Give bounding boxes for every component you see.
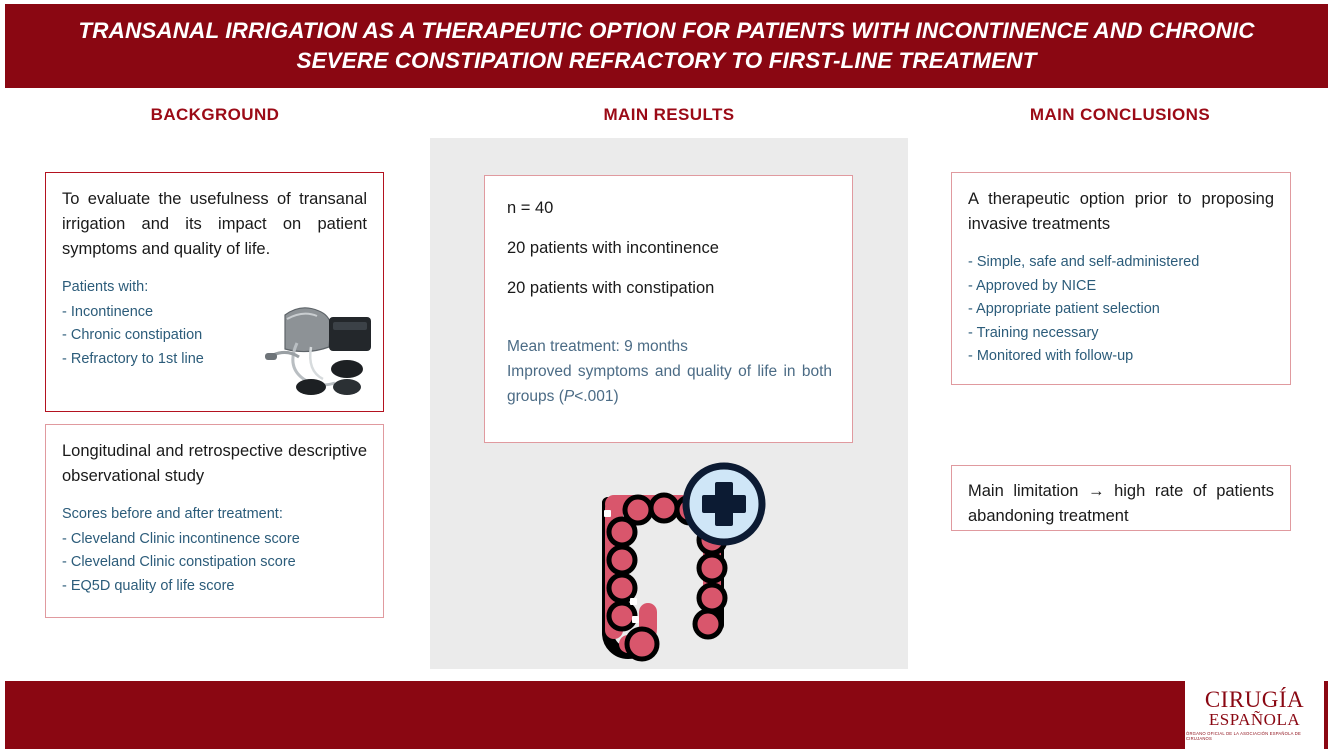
list-item: - Training necessary <box>968 324 1099 341</box>
colon-with-plus-sign-illustration <box>560 448 790 670</box>
journal-logo-subtitle: ÓRGANO OFICIAL DE LA ASOCIACIÓN ESPAÑOLA DE CIRUJANOS <box>1186 731 1301 741</box>
journal-logo-line1: CIRUGÍA <box>1204 687 1305 712</box>
column-heading-background: BACKGROUND <box>150 105 280 124</box>
conclusion-list <box>968 251 1274 369</box>
results-box <box>484 175 853 443</box>
footer-bar <box>5 681 1328 749</box>
spacer <box>507 316 832 334</box>
column-heading-main-conclusions: MAIN CONCLUSIONS <box>1029 105 1211 124</box>
transanal-irrigation-device-photo <box>251 295 377 405</box>
main-conclusion-box <box>951 172 1291 385</box>
score-list-title: Scores before and after treatment: <box>62 506 283 522</box>
list-item: - Cleveland Clinic incontinence score <box>62 530 300 547</box>
conclusion-statement: A therapeutic option prior to proposing invasive treatments <box>968 190 1274 233</box>
list-item: - Simple, safe and self-administered <box>968 254 1200 270</box>
outcome-p-value-symbol: P <box>563 388 575 405</box>
study-design-statement: Longitudinal and retrospective descriptive observational study <box>62 442 367 485</box>
list-item: - Approved by NICE <box>968 277 1097 294</box>
group-constipation: 20 patients with constipation <box>507 279 715 297</box>
study-design-box <box>45 424 384 618</box>
journal-logo-line2: ESPAÑOLA <box>1208 710 1301 729</box>
score-list <box>62 503 367 598</box>
list-item: - Chronic constipation <box>62 327 203 343</box>
poster-title-bar <box>5 4 1328 88</box>
list-item: - Monitored with follow-up <box>968 348 1134 364</box>
outcome-statement <box>507 359 832 409</box>
list-item: - Incontinence <box>62 303 154 320</box>
page-title: TRANSANAL IRRIGATION AS A THERAPEUTIC OPTION FOR PATIENTS WITH INCONTINENCE AND CHRONIC SEVERE CONSTIPATION REFRACTORY TO FIRST-LINE TREATMENT <box>78 18 1255 73</box>
objective-list-title: Patients with: <box>62 279 149 295</box>
limitation-box <box>951 465 1291 531</box>
limitation-statement: Main limitation → high rate of patients abandoning treatment <box>968 482 1274 525</box>
objective-statement: To evaluate the usefulness of transanal irrigation and its impact on patient symptoms and quality of life. <box>62 190 367 258</box>
list-item: - EQ5D quality of life score <box>62 577 235 594</box>
sample-size: n = 40 <box>507 199 554 217</box>
list-item: - Refractory to 1st line <box>62 350 204 367</box>
column-heading-main-results: MAIN RESULTS <box>603 105 735 124</box>
mean-treatment: Mean treatment: 9 months <box>507 338 688 355</box>
journal-logo <box>1185 681 1324 749</box>
group-incontinence: 20 patients with incontinence <box>507 239 719 257</box>
list-item: - Cleveland Clinic constipation score <box>62 554 296 570</box>
outcome-text-part2: <.001) <box>574 388 619 405</box>
outcome-text-part1: Improved symptoms and quality of life in both groups ( <box>507 363 832 405</box>
list-item: - Appropriate patient selection <box>968 301 1160 317</box>
objective-box <box>45 172 384 412</box>
